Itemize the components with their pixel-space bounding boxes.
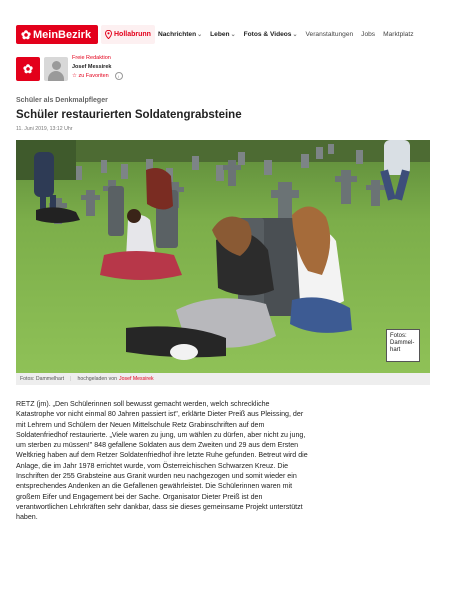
location-pin-icon: [105, 30, 112, 39]
author-role: Freie Redaktion: [72, 55, 111, 61]
caption-separator: |: [70, 376, 72, 382]
main-nav: [158, 25, 422, 44]
meinbezirk-app-icon: ✿: [16, 57, 40, 81]
article-kicker: Schüler als Denkmalpfleger: [16, 97, 108, 104]
article-date: 11. Juni 2019, 13:12 Uhr: [16, 126, 73, 132]
photo-caption: [16, 373, 430, 385]
avatar[interactable]: [44, 57, 68, 81]
avatar-head-shape: [52, 61, 61, 70]
nav-item-jobs[interactable]: Jobs: [361, 31, 376, 38]
nav-item-veranstaltungen[interactable]: Veranstaltungen: [305, 31, 354, 38]
image-credit-box: Fotos: Dammel-hart: [386, 329, 420, 362]
article-title: Schüler restaurierten Soldatengrabsteine: [16, 109, 242, 121]
info-icon[interactable]: i: [115, 72, 123, 80]
add-favorite-button[interactable]: [72, 72, 123, 80]
star-icon: ☆: [72, 73, 79, 79]
caption-credit: Fotos: Dammelhart: [20, 376, 65, 382]
region-selector[interactable]: [101, 25, 155, 44]
author-box: [16, 55, 316, 81]
caption-uploaded-label: hochgeladen von: [77, 376, 117, 382]
article-body: RETZ (jm). „Den Schülerinnen soll bewusst gemacht werden, welch schreckliche Katastrophe vor nicht einmal 80 Jahren passiert ist", erklärte Dieter Preiß aus Pleissing, der mit Lehrern und Schülern der Neuen Mittelschule Retz Grabinschriften auf dem Soldatenfriedhof restaurierte. „Viele waren zu jung, um wählen zu dürfen, aber nicht zu jung, um sterben zu müssen!" 848 gefallene Soldaten aus dem Zweiten und 29 aus dem Ersten Weltkrieg haben auf dem Retzer Soldatenfriedhof ihre letzte Ruhe gefunden. Betreut wird die Anlage, die im Jahr 1978 errichtet wurde, vom Österreichischen Schwarzen Kreuz. Die Inschriften der 255 Grabsteine aus Granit wurden neu nachgezogen und somit wieder ein entsprechendes Andenken an die Gefallenen gewährleistet. Die Schülerinnen waren mit großem Eifer und Engagement bei der Sache. Organisator Dieter Preiß ist den verantwortlichen Lehrkräften sehr dankbar, dass sie dieses gemeinsame Projekt unterstützt haben.: [16, 400, 308, 522]
chevron-down-icon: ⌄: [197, 32, 203, 38]
article-photo[interactable]: [16, 140, 430, 373]
nav-item-marktplatz[interactable]: Marktplatz: [383, 31, 414, 38]
photo-scene: [16, 140, 430, 373]
chevron-down-icon: ⌄: [230, 32, 236, 38]
logo-text: MeinBezirk: [33, 28, 92, 41]
chevron-down-icon: ⌄: [292, 32, 298, 38]
nav-item-fotos-videos[interactable]: Fotos & Videos⌄: [243, 31, 298, 38]
author-name[interactable]: Josef Messirek: [72, 64, 112, 70]
site-logo[interactable]: [16, 25, 98, 44]
nav-item-nachrichten[interactable]: Nachrichten⌄: [158, 31, 203, 38]
top-navigation-bar: [0, 17, 451, 47]
caption-uploader-link[interactable]: Josef Messirek: [119, 376, 154, 382]
favorite-label: zu Favoriten: [78, 73, 109, 79]
logo-gear-icon: ✿: [20, 27, 32, 42]
region-label: Hollabrunn: [114, 31, 151, 38]
nav-item-leben[interactable]: Leben⌄: [210, 31, 236, 38]
avatar-body-shape: [48, 71, 64, 81]
